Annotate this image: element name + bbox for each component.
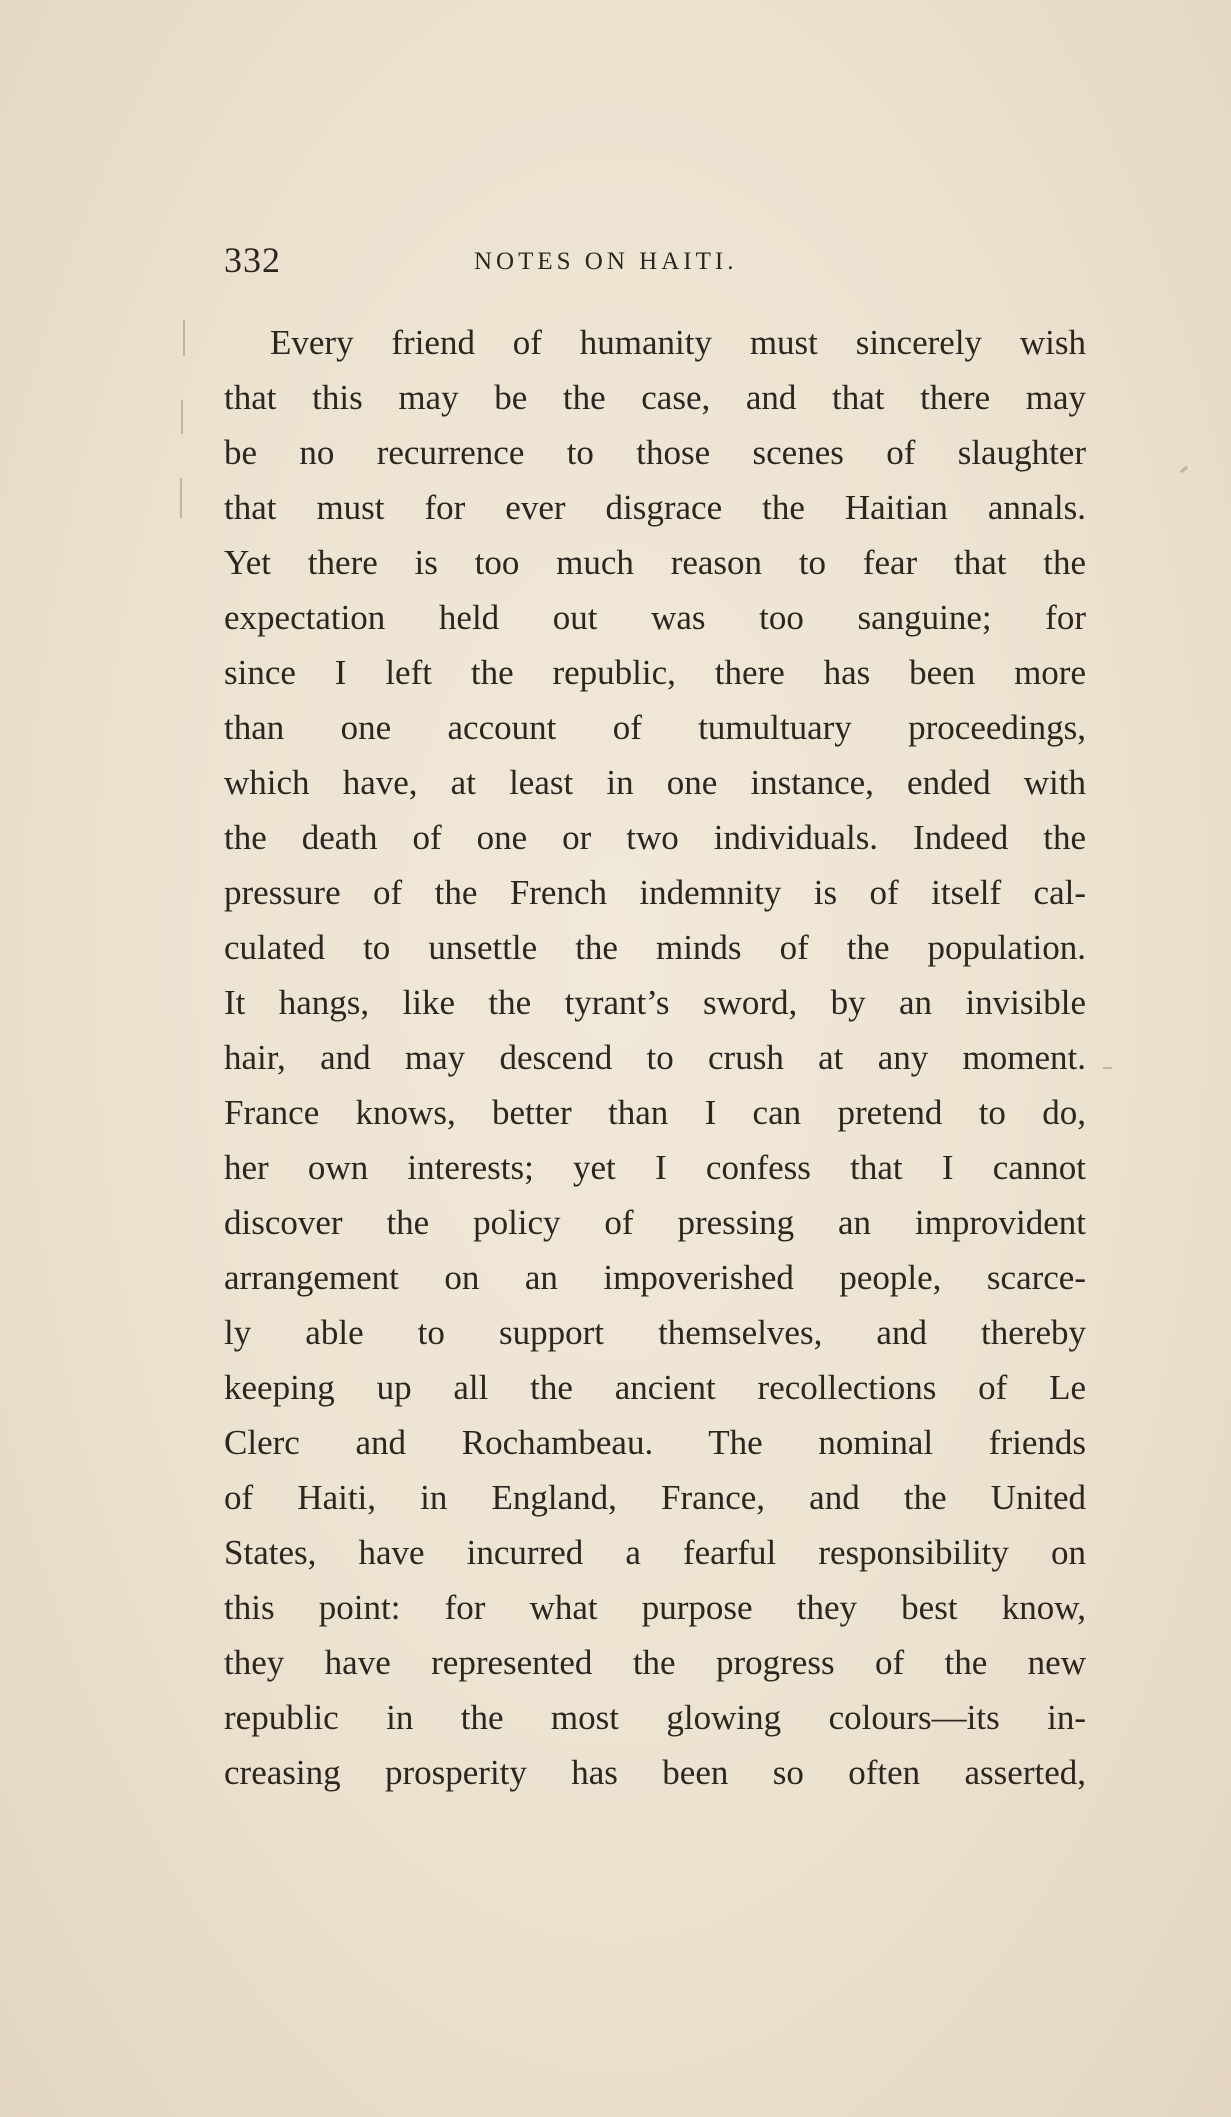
text-line: creasing prosperity has been so often asserted, xyxy=(224,1753,1086,1792)
running-head: NOTES ON HAITI. xyxy=(474,248,738,275)
margin-mark xyxy=(183,320,185,356)
text-line: pressure of the French indemnity is of itself cal- xyxy=(224,873,1086,912)
text-line: discover the policy of pressing an improvident xyxy=(224,1203,1086,1242)
text-line: Clerc and Rochambeau. The nominal friends xyxy=(224,1423,1086,1462)
text-line: of Haiti, in England, France, and the United xyxy=(224,1478,1086,1517)
text-line: keeping up all the ancient recollections of Le xyxy=(224,1368,1086,1407)
text-line: that this may be the case, and that there may xyxy=(224,378,1086,417)
paper-speck xyxy=(1103,1067,1112,1069)
paper-speck xyxy=(1180,466,1188,473)
text-line: It hangs, like the tyrant’s sword, by an invisible xyxy=(224,983,1086,1022)
margin-mark xyxy=(181,400,183,434)
text-line: they have represented the progress of the new xyxy=(224,1643,1086,1682)
text-line: be no recurrence to those scenes of slaughter xyxy=(224,433,1086,472)
margin-mark xyxy=(180,478,182,518)
text-line: hair, and may descend to crush at any moment. xyxy=(224,1038,1086,1077)
text-line: that must for ever disgrace the Haitian annals. xyxy=(224,488,1086,527)
text-line: expectation held out was too sanguine; for xyxy=(224,598,1086,637)
text-line: arrangement on an impoverished people, scarce- xyxy=(224,1258,1086,1297)
text-line: republic in the most glowing colours—its in- xyxy=(224,1698,1086,1737)
body-text xyxy=(224,315,1086,1800)
text-line: since I left the republic, there has been more xyxy=(224,653,1086,692)
text-line: which have, at least in one instance, ended with xyxy=(224,763,1086,802)
page-number: 332 xyxy=(224,240,281,280)
text-line: Every friend of humanity must sincerely wish xyxy=(270,323,1086,362)
page-header xyxy=(224,236,1084,284)
text-line: the death of one or two individuals. Indeed the xyxy=(224,818,1086,857)
text-line: ly able to support themselves, and thereby xyxy=(224,1313,1086,1352)
text-line: than one account of tumultuary proceedings, xyxy=(224,708,1086,747)
text-line: States, have incurred a fearful responsibility on xyxy=(224,1533,1086,1572)
text-line: this point: for what purpose they best know, xyxy=(224,1588,1086,1627)
text-line: her own interests; yet I confess that I cannot xyxy=(224,1148,1086,1187)
text-line: France knows, better than I can pretend to do, xyxy=(224,1093,1086,1132)
text-line: culated to unsettle the minds of the population. xyxy=(224,928,1086,967)
text-line: Yet there is too much reason to fear that the xyxy=(224,543,1086,582)
